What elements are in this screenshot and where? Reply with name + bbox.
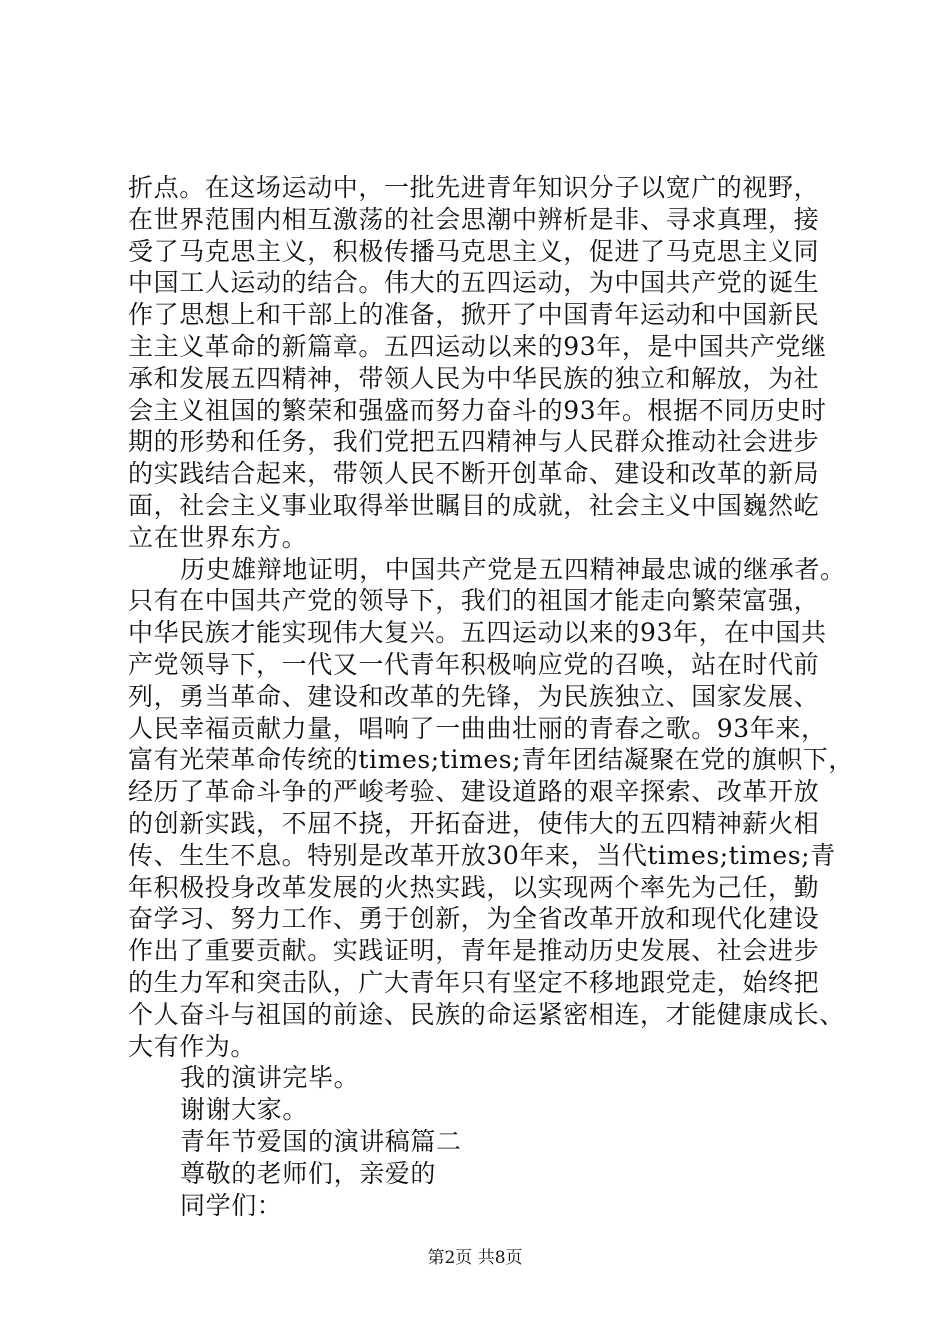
text-line: 产党领导下，一代又一代青年积极响应党的召唤，站在时代前 xyxy=(128,649,820,679)
salutation-line: 尊敬的老师们，亲爱的 xyxy=(180,1158,437,1188)
document-body xyxy=(128,172,854,1221)
text-line: 承和发展五四精神，带领人民为中华民族的独立和解放，为社 xyxy=(128,363,820,393)
text-line: 中国工人运动的结合。伟大的五四运动，为中国共产党的诞生 xyxy=(128,268,820,298)
text-line: 个人奋斗与祖国的前途、民族的命运紧密相连，才能健康成长、 xyxy=(128,999,845,1029)
text-line: 传、生生不息。特别是改革开放30年来，当代times;times;青 xyxy=(128,840,836,870)
text-line: 只有在中国共产党的领导下，我们的祖国才能走向繁荣富强， xyxy=(128,586,820,616)
text-line: 作出了重要贡献。实践证明，青年是推动历史发展、社会进步 xyxy=(128,936,820,966)
text-line: 会主义祖国的繁荣和强盛而努力奋斗的93年。根据不同历史时 xyxy=(128,395,827,425)
text-line: 奋学习、努力工作、勇于创新，为全省改革开放和现代化建设 xyxy=(128,904,820,934)
closing-line: 谢谢大家。 xyxy=(180,1095,309,1125)
text-line: 人民幸福贡献力量，唱响了一曲曲壮丽的青春之歌。93年来， xyxy=(128,713,827,743)
text-line: 的生力军和突击队，广大青年只有坚定不移地跟党走，始终把 xyxy=(128,967,820,997)
closing-line: 我的演讲完毕。 xyxy=(180,1063,360,1093)
text-line: 作了思想上和干部上的准备，掀开了中国青年运动和中国新民 xyxy=(128,300,820,330)
text-line: 富有光荣革命传统的times;times;青年团结凝聚在党的旗帜下， xyxy=(128,745,854,775)
text-line: 中华民族才能实现伟大复兴。五四运动以来的93年，在中国共 xyxy=(128,618,827,648)
text-line: 折点。在这场运动中，一批先进青年知识分子以宽广的视野， xyxy=(128,173,820,202)
text-line: 立在世界东方。 xyxy=(128,522,308,552)
text-line: 面，社会主义事业取得举世瞩目的成就，社会主义中国巍然屹 xyxy=(128,490,820,520)
text-line: 期的形势和任务，我们党把五四精神与人民群众推动社会进步 xyxy=(128,427,820,457)
salutation-line: 同学们： xyxy=(180,1190,283,1220)
text-line: 列，勇当革命、建设和改革的先锋，为民族独立、国家发展、 xyxy=(128,681,820,711)
text-line: 的实践结合起来，带领人民不断开创革命、建设和改革的新局 xyxy=(128,459,820,489)
text-line: 的创新实践，不屈不挠，开拓奋进，使伟大的五四精神薪火相 xyxy=(128,808,820,838)
text-line: 在世界范围内相互激荡的社会思潮中辨析是非、寻求真理，接 xyxy=(128,204,820,234)
page-number-footer: 第2页 共8页 xyxy=(427,1248,523,1268)
section-heading: 青年节爱国的演讲稿篇二 xyxy=(180,1126,462,1156)
text-line: 经历了革命斗争的严峻考验、建设道路的艰辛探索、改革开放 xyxy=(128,777,820,807)
text-line: 大有作为。 xyxy=(128,1031,257,1061)
paragraph-start-line: 历史雄辩地证明，中国共产党是五四精神最忠诚的继承者。 xyxy=(180,554,846,584)
text-line: 年积极投身改革发展的火热实践，以实现两个率先为己任，勤 xyxy=(128,872,820,902)
text-line: 主主义革命的新篇章。五四运动以来的93年，是中国共产党继 xyxy=(128,331,827,361)
text-line: 受了马克思主义，积极传播马克思主义，促进了马克思主义同 xyxy=(128,236,820,266)
